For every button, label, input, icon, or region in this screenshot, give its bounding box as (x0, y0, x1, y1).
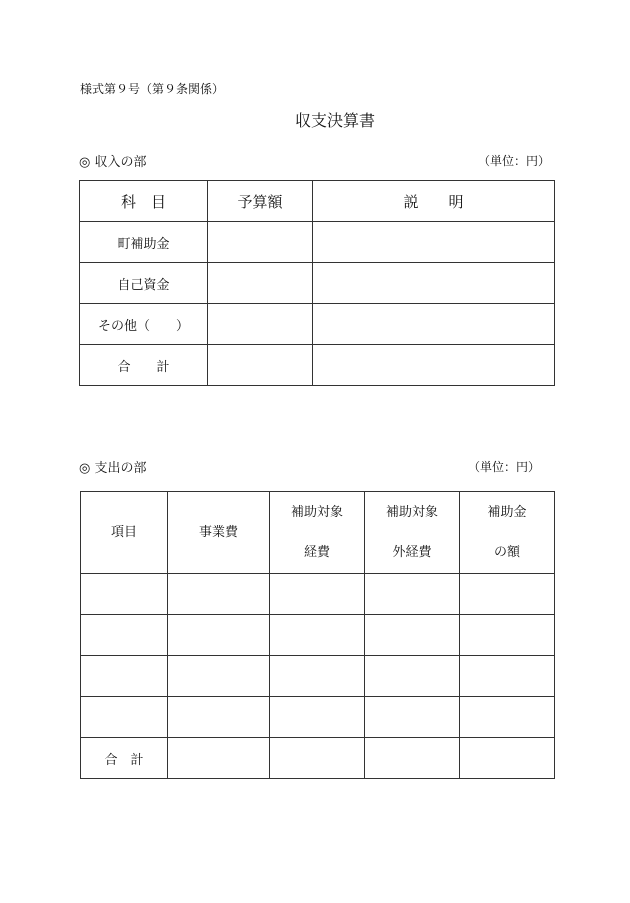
income-header-budget: 予算額 (208, 181, 313, 222)
form-number: 様式第９号（第９条関係） (80, 82, 225, 96)
income-header-row (80, 181, 555, 222)
income-row-label: 自己資金 (80, 263, 208, 304)
expense-total-label: 合 計 (81, 738, 168, 779)
expense-non-target-cell[interactable] (365, 656, 460, 697)
expense-project-cost-cell[interactable] (168, 574, 270, 615)
expense-header-subsidy-amount-line1: 補助金 (487, 504, 527, 520)
expense-non-target-cell[interactable] (365, 574, 460, 615)
table-row (81, 574, 555, 615)
expense-header-project-cost: 事業費 (168, 492, 270, 574)
expense-unit-label: （単位：円） (468, 460, 541, 474)
expense-header-subsidy-target-line2: 経費 (303, 544, 330, 560)
table-row (81, 697, 555, 738)
expense-non-target-cell[interactable] (365, 615, 460, 656)
income-table (79, 180, 555, 386)
table-row (80, 222, 555, 263)
expense-table (80, 491, 555, 779)
expense-section-heading: ◎ 支出の部 (79, 461, 147, 476)
expense-subsidy-amount-cell[interactable] (460, 574, 555, 615)
expense-subsidy-target-cell[interactable] (270, 656, 365, 697)
income-description-cell[interactable] (313, 263, 555, 304)
income-budget-cell[interactable] (208, 345, 313, 386)
expense-subsidy-target-cell[interactable] (270, 738, 365, 779)
expense-header-row (81, 492, 555, 574)
expense-project-cost-cell[interactable] (168, 697, 270, 738)
income-row-label: 町補助金 (80, 222, 208, 263)
expense-subsidy-target-cell[interactable] (270, 574, 365, 615)
expense-item-cell[interactable] (81, 656, 168, 697)
expense-subsidy-target-cell[interactable] (270, 697, 365, 738)
expense-header-non-target-line1: 補助対象 (385, 504, 438, 520)
income-row-label: その他（ ） (80, 304, 208, 345)
expense-header-subsidy-amount (460, 492, 555, 574)
expense-item-cell[interactable] (81, 697, 168, 738)
expense-subsidy-amount-cell[interactable] (460, 697, 555, 738)
income-budget-cell[interactable] (208, 304, 313, 345)
income-unit-label: （単位：円） (478, 154, 551, 168)
expense-header-non-target-line2: 外経費 (392, 544, 432, 560)
income-header-subject: 科 目 (80, 181, 208, 222)
expense-item-cell[interactable] (81, 574, 168, 615)
expense-project-cost-cell[interactable] (168, 738, 270, 779)
document-title: 収支決算書 (294, 111, 375, 130)
expense-project-cost-cell[interactable] (168, 656, 270, 697)
expense-header-subsidy-amount-line2: の額 (493, 544, 520, 560)
expense-subsidy-amount-cell[interactable] (460, 615, 555, 656)
table-row (81, 656, 555, 697)
expense-project-cost-cell[interactable] (168, 615, 270, 656)
expense-item-cell[interactable] (81, 615, 168, 656)
expense-non-target-cell[interactable] (365, 697, 460, 738)
expense-total-row (81, 738, 555, 779)
expense-header-subsidy-target-line1: 補助対象 (290, 504, 343, 520)
table-row (80, 263, 555, 304)
income-section-heading: ◎ 収入の部 (79, 155, 147, 170)
income-budget-cell[interactable] (208, 222, 313, 263)
income-description-cell[interactable] (313, 304, 555, 345)
income-description-cell[interactable] (313, 345, 555, 386)
income-description-cell[interactable] (313, 222, 555, 263)
expense-header-non-target (365, 492, 460, 574)
expense-non-target-cell[interactable] (365, 738, 460, 779)
income-row-label: 合 計 (80, 345, 208, 386)
expense-subsidy-amount-cell[interactable] (460, 656, 555, 697)
income-budget-cell[interactable] (208, 263, 313, 304)
expense-header-item: 項目 (81, 492, 168, 574)
table-row (81, 615, 555, 656)
table-row (80, 304, 555, 345)
expense-header-subsidy-target (270, 492, 365, 574)
table-row (80, 345, 555, 386)
expense-subsidy-amount-cell[interactable] (460, 738, 555, 779)
income-header-description: 説 明 (313, 181, 555, 222)
expense-subsidy-target-cell[interactable] (270, 615, 365, 656)
